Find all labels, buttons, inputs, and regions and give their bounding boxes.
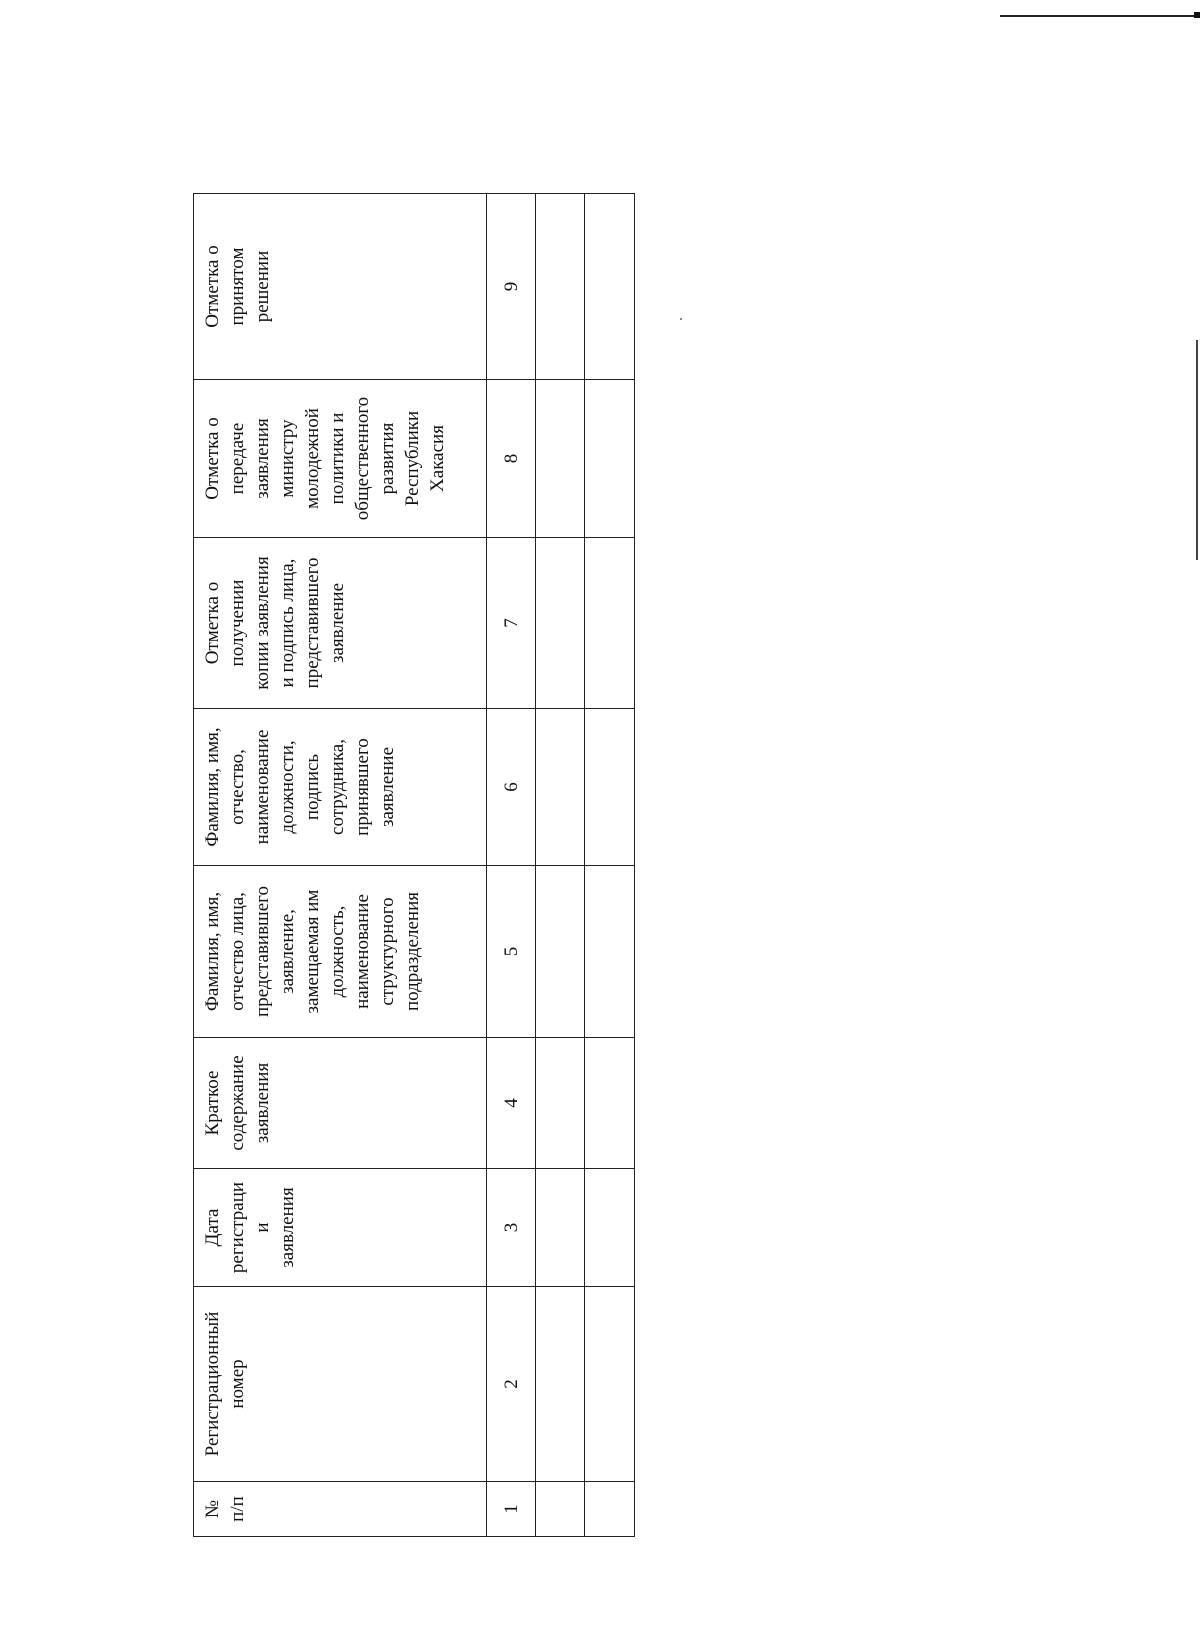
header-cell-summary: Краткое содержание заявления bbox=[194, 1038, 487, 1169]
empty-cell bbox=[585, 1287, 635, 1482]
column-number-cell: 6 bbox=[486, 709, 536, 866]
header-cell-registration-date: Дата регистраци и заявления bbox=[194, 1169, 487, 1287]
rotated-table-container bbox=[193, 194, 635, 1537]
table-row-empty bbox=[536, 194, 585, 1537]
empty-cell bbox=[585, 538, 635, 709]
empty-cell bbox=[536, 1038, 585, 1169]
empty-cell bbox=[585, 1038, 635, 1169]
column-number-cell: 1 bbox=[486, 1482, 536, 1537]
scan-artifact-dot bbox=[680, 318, 682, 320]
column-number-row bbox=[486, 194, 536, 1537]
column-number-cell: 9 bbox=[486, 194, 536, 380]
header-cell-decision-mark: Отметка о принятом решении bbox=[194, 194, 487, 380]
column-number-cell: 8 bbox=[486, 380, 536, 538]
empty-cell bbox=[585, 380, 635, 538]
header-cell-receiver: Фамилия, имя, отчество, наименование должности, подпись сотрудника, принявшего заявление bbox=[194, 709, 487, 866]
empty-cell bbox=[536, 1287, 585, 1482]
scan-artifact-line bbox=[1000, 15, 1200, 17]
empty-cell bbox=[585, 1482, 635, 1537]
table-row-empty bbox=[585, 194, 635, 1537]
column-number-cell: 5 bbox=[486, 866, 536, 1038]
empty-cell bbox=[585, 1169, 635, 1287]
header-cell-number: № п/п bbox=[194, 1482, 487, 1537]
empty-cell bbox=[536, 194, 585, 380]
header-cell-transfer-mark: Отметка о передаче заявления министру молодежной политики и общественного развития Республики Хакасия bbox=[194, 380, 487, 538]
column-number-cell: 2 bbox=[486, 1287, 536, 1482]
register-table bbox=[193, 193, 635, 1537]
register-table-frame bbox=[193, 194, 635, 1537]
empty-cell bbox=[585, 866, 635, 1038]
table-header-row bbox=[194, 194, 487, 1537]
empty-cell bbox=[536, 538, 585, 709]
scan-artifact-dot bbox=[1194, 12, 1200, 18]
empty-cell bbox=[536, 380, 585, 538]
empty-cell bbox=[536, 1482, 585, 1537]
header-cell-registration-number: Регистрационный номер bbox=[194, 1287, 487, 1482]
scan-artifact-line bbox=[1196, 340, 1198, 560]
column-number-cell: 7 bbox=[486, 538, 536, 709]
header-cell-copy-receipt: Отметка о получении копии заявления и подпись лица, представившего заявление bbox=[194, 538, 487, 709]
empty-cell bbox=[585, 709, 635, 866]
column-number-cell: 3 bbox=[486, 1169, 536, 1287]
empty-cell bbox=[585, 194, 635, 380]
column-number-cell: 4 bbox=[486, 1038, 536, 1169]
empty-cell bbox=[536, 1169, 585, 1287]
empty-cell bbox=[536, 709, 585, 866]
empty-cell bbox=[536, 866, 585, 1038]
header-cell-applicant: Фамилия, имя, отчество лица, представившего заявление, замещаемая им должность, наименование структурного подразделения bbox=[194, 866, 487, 1038]
